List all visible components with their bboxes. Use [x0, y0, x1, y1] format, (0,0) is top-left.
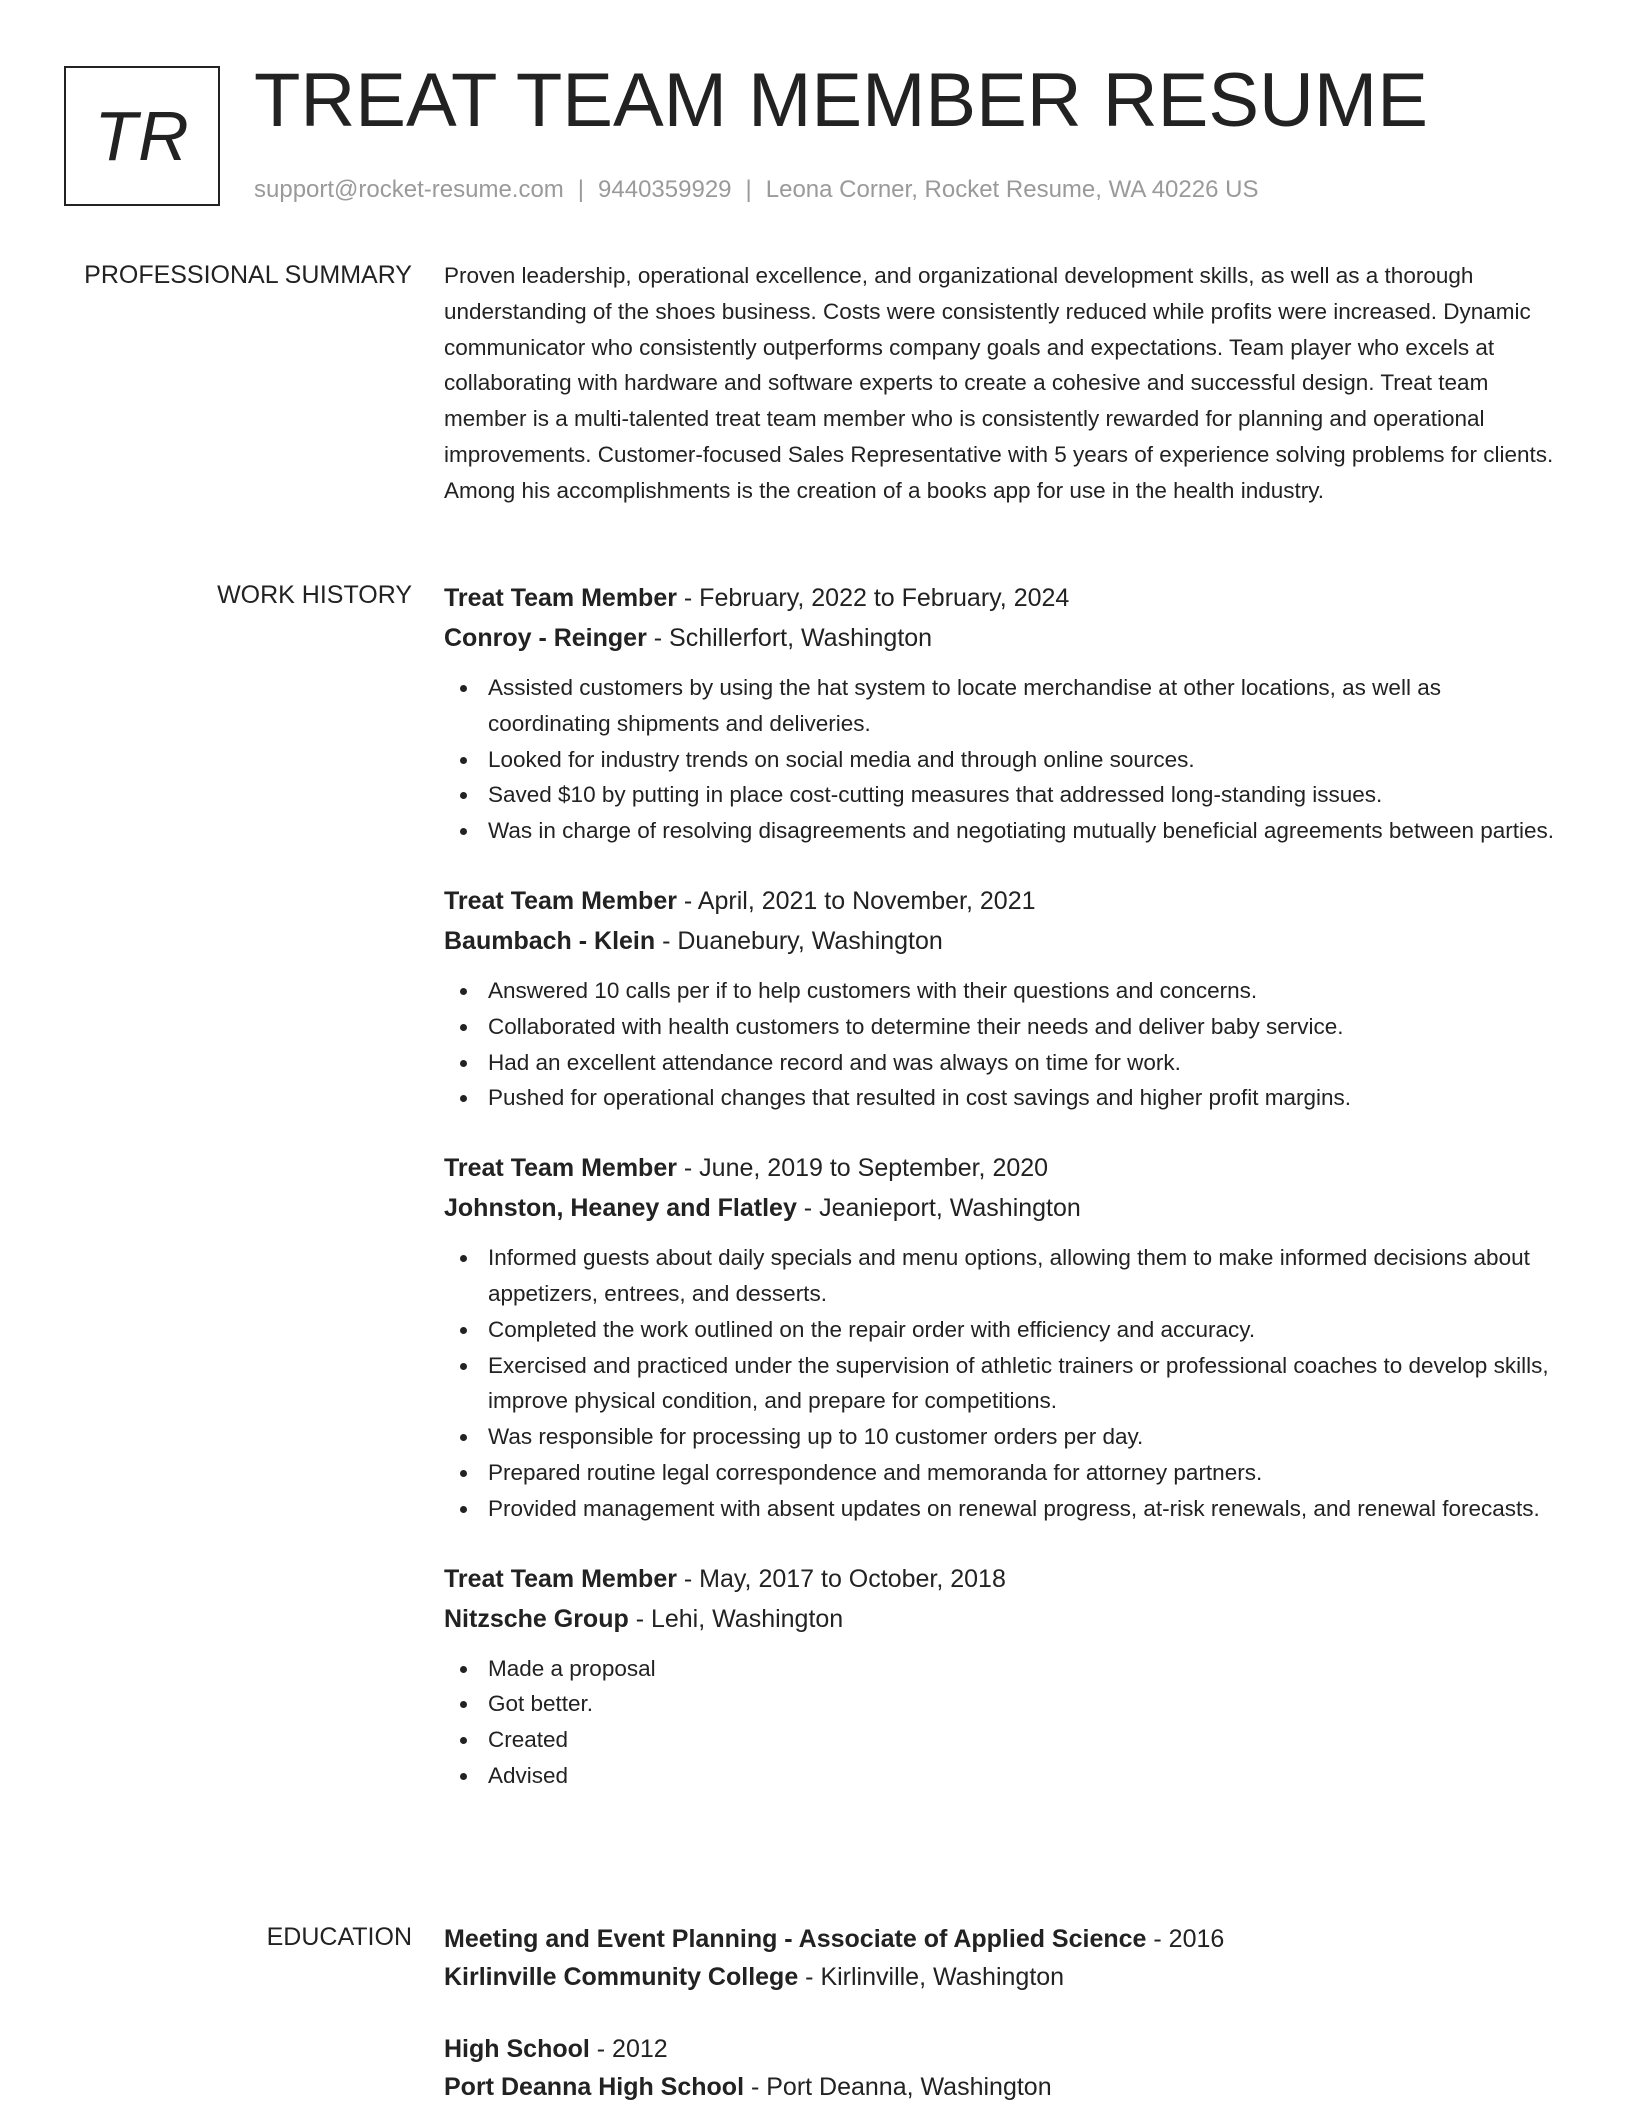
job-dates: - June, 2019 to September, 2020 [676, 1154, 1049, 1183]
section-label-work-history: WORK HISTORY [217, 581, 412, 609]
education-location: - Port Deanna, Washington [744, 2073, 1052, 2101]
job-title: Treat Team Member [444, 584, 677, 612]
education-year: - 2012 [589, 2035, 668, 2063]
education-entry [444, 1920, 1562, 1996]
job-company-line [444, 1188, 1562, 1228]
education-degree: Meeting and Event Planning - Associate of Applied Science [444, 1925, 1147, 1953]
job-location: - Schillerfort, Washington [646, 624, 933, 652]
education-school: Kirlinville Community College [444, 1963, 799, 1991]
job-company-line [444, 921, 1562, 961]
education-location: - Kirlinville, Washington [798, 1963, 1065, 1991]
job-title-line [444, 578, 1562, 618]
education-degree-line [444, 2030, 1562, 2068]
job-entry [444, 1559, 1562, 1794]
job-title: Treat Team Member [444, 1564, 677, 1593]
job-dates: - April, 2021 to November, 2021 [676, 886, 1036, 915]
work-history-body [444, 578, 1562, 1794]
job-bullet: Informed guests about daily specials and menu options, allowing them to make informed decisions about appetizers, entrees, and desserts. [444, 1240, 1562, 1312]
job-entry [444, 881, 1562, 1116]
contact-separator: | [577, 176, 585, 203]
job-bullet: Completed the work outlined on the repair order with efficiency and accuracy. [444, 1312, 1562, 1348]
contact-email[interactable]: support@rocket-resume.com [254, 176, 564, 203]
education-degree-line [444, 1920, 1562, 1958]
job-bullet: Looked for industry trends on social media and through online sources. [444, 742, 1562, 778]
job-title-line [444, 881, 1562, 921]
job-location: - Duanebury, Washington [655, 926, 943, 955]
job-company: Baumbach - Klein [444, 926, 656, 955]
job-company: Johnston, Heaney and Flatley [444, 1194, 797, 1223]
education-school-line [444, 1958, 1562, 1996]
job-bullet: Exercised and practiced under the supervision of athletic trainers or professional coaches to develop skills, improve physical condition, and prepare for competitions. [444, 1348, 1562, 1420]
job-title: Treat Team Member [444, 1154, 677, 1183]
job-bullet: Pushed for operational changes that resulted in cost savings and higher profit margins. [444, 1080, 1562, 1116]
job-location: - Jeanieport, Washington [796, 1194, 1081, 1223]
job-bullet: Made a proposal [444, 1651, 1562, 1687]
job-bullet: Answered 10 calls per if to help customers with their questions and concerns. [444, 973, 1562, 1009]
job-bullet: Was responsible for processing up to 10 customer orders per day. [444, 1419, 1562, 1455]
education-body [444, 1920, 1562, 2106]
contact-phone[interactable]: 9440359929 [598, 176, 732, 203]
job-title-line [444, 1148, 1562, 1188]
job-location: - Lehi, Washington [628, 1604, 844, 1633]
contact-address: Leona Corner, Rocket Resume, WA 40226 US [765, 176, 1259, 203]
education-school: Port Deanna High School [444, 2073, 745, 2101]
job-bullet: Collaborated with health customers to determine their needs and deliver baby service. [444, 1009, 1562, 1045]
section-label-summary: PROFESSIONAL SUMMARY [84, 261, 412, 289]
contact-separator: | [745, 176, 752, 203]
job-entry [444, 1148, 1562, 1526]
job-bullets [444, 1240, 1562, 1526]
job-company: Nitzsche Group [444, 1604, 629, 1633]
job-bullet: Advised [444, 1758, 1562, 1794]
job-bullets [444, 1651, 1562, 1794]
job-bullet: Prepared routine legal correspondence and memoranda for attorney partners. [444, 1455, 1562, 1491]
job-company-line [444, 618, 1562, 658]
job-title-line [444, 1559, 1562, 1599]
job-dates: - February, 2022 to February, 2024 [676, 584, 1070, 612]
job-bullet: Saved $10 by putting in place cost-cutting measures that addressed long-standing issues. [444, 777, 1562, 813]
job-bullet: Got better. [444, 1686, 1562, 1722]
resume-title: TREAT TEAM MEMBER RESUME [254, 58, 1428, 143]
job-bullet: Provided management with absent updates on renewal progress, at-risk renewals, and renewal forecasts. [444, 1491, 1562, 1527]
monogram-initials: TR [94, 97, 190, 175]
job-bullets [444, 670, 1562, 849]
monogram-box [64, 66, 220, 206]
job-company: Conroy - Reinger [444, 624, 647, 652]
education-school-line [444, 2068, 1562, 2106]
summary-text: Proven leadership, operational excellence, and organizational development skills, as well as a thorough understanding of the shoes business. Costs were consistently reduced while profits were increased. Dynamic communicator who consistently outperforms company goals and expectations. Team player who excels at collaborating with hardware and software experts to create a cohesive and successful design. Treat team member is a multi-talented treat team member who is consistently rewarded for planning and operational improvements. Customer-focused Sales Representative with 5 years of experience solving problems for clients. Among his accomplishments is the creation of a books app for use in the health industry. [444, 263, 1554, 503]
job-bullet: Assisted customers by using the hat system to locate merchandise at other locations, as well as coordinating shipments and deliveries. [444, 670, 1562, 742]
job-title: Treat Team Member [444, 886, 677, 915]
job-bullet: Had an excellent attendance record and was always on time for work. [444, 1045, 1562, 1081]
contact-info [254, 174, 1258, 206]
section-label-education: EDUCATION [266, 1923, 412, 1951]
education-entry [444, 2030, 1562, 2106]
job-bullet: Was in charge of resolving disagreements and negotiating mutually beneficial agreements between parties. [444, 813, 1562, 849]
job-bullet: Created [444, 1722, 1562, 1758]
education-year: - 2016 [1146, 1925, 1225, 1953]
summary-body [444, 258, 1562, 509]
education-degree: High School [444, 2035, 590, 2063]
job-entry [444, 578, 1562, 849]
job-bullets [444, 973, 1562, 1116]
job-dates: - May, 2017 to October, 2018 [676, 1564, 1006, 1593]
job-company-line [444, 1599, 1562, 1639]
